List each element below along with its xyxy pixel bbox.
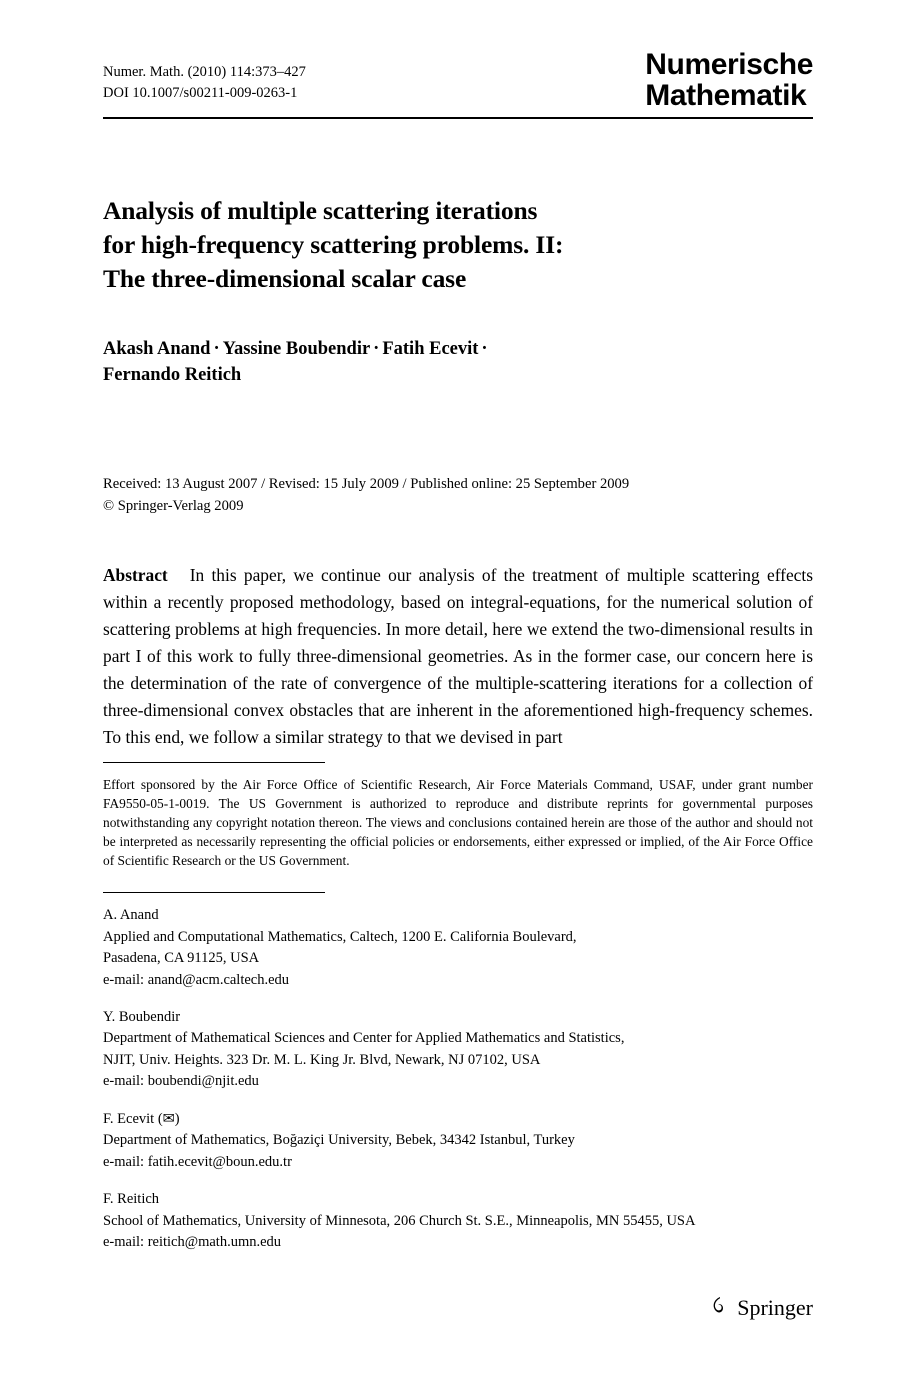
affiliation-line: Applied and Computational Mathematics, Caltech, 1200 E. California Boulevard, (103, 928, 577, 945)
affiliation-email[interactable]: e-mail: anand@acm.caltech.edu (103, 971, 290, 988)
author-list (103, 336, 813, 389)
abstract-section (103, 562, 813, 751)
footnote-block (103, 762, 813, 1270)
journal-logo-line-1: Numerische (645, 48, 813, 81)
affiliation-divider (103, 892, 325, 893)
title-line-1: Analysis of multiple scattering iterations (103, 196, 538, 225)
author-separator: · (481, 338, 488, 359)
citation-line-2: DOI 10.1007/s00211-009-0263-1 (103, 85, 298, 102)
header-divider (103, 117, 813, 119)
affiliation-line: Department of Mathematical Sciences and Center for Applied Mathematics and Statistics, (103, 1030, 625, 1047)
dates-line-1: Received: 13 August 2007 / Revised: 15 July 2009 / Published online: 25 September 2009 (103, 476, 630, 493)
affiliation-line: Department of Mathematics, Boğaziçi University, Bebek, 34342 Istanbul, Turkey (103, 1132, 575, 1149)
author-name: Fatih Ecevit (382, 338, 479, 359)
author-name: Akash Anand (103, 338, 211, 359)
affiliation-block (103, 1189, 813, 1253)
affiliation-name-corresponding: F. Ecevit (✉) (103, 1110, 180, 1127)
affiliation-name: F. Reitich (103, 1191, 160, 1208)
affiliation-block (103, 905, 813, 991)
funding-footnote: Effort sponsored by the Air Force Office of Scientific Research, Air Force Materials Command, USAF, under grant number FA9550-05-1-0019. The US Government is authorized to reproduce and distribute reprints for governmental purposes notwithstanding any copyright notation thereon. The views and conclusions contained herein are those of the author and should not be interpreted as necessarily representing the official policies or endorsements, either expressed or implied, of the Air Force Office of Scientific Research or the US Government. (103, 777, 813, 869)
affiliation-line: NJIT, Univ. Heights. 323 Dr. M. L. King Jr. Blvd, Newark, NJ 07102, USA (103, 1051, 541, 1068)
publisher-logo (710, 1295, 813, 1321)
page-title (103, 194, 813, 296)
affiliation-email[interactable]: e-mail: boubendi@njit.edu (103, 1073, 259, 1090)
publisher-name: Springer (737, 1295, 813, 1320)
author-separator: · (213, 338, 220, 359)
affiliation-block (103, 1007, 813, 1093)
journal-logo-line-2: Mathematik (645, 78, 807, 112)
publication-dates (103, 474, 813, 518)
affiliation-name: Y. Boubendir (103, 1008, 181, 1025)
journal-citation (103, 62, 306, 104)
affiliation-block (103, 1109, 813, 1173)
affiliation-line: School of Mathematics, University of Minnesota, 206 Church St. S.E., Minneapolis, MN 55455, USA (103, 1212, 696, 1229)
affiliation-email[interactable]: e-mail: reitich@math.umn.edu (103, 1234, 282, 1251)
dates-line-2: © Springer-Verlag 2009 (103, 498, 244, 515)
springer-knot-icon (710, 1296, 730, 1320)
author-name: Yassine Boubendir (222, 338, 371, 359)
affiliation-email[interactable]: e-mail: fatih.ecevit@boun.edu.tr (103, 1153, 292, 1170)
page-header (103, 48, 813, 116)
page-content (103, 0, 813, 751)
author-line-1 (103, 336, 813, 362)
author-separator: · (373, 338, 380, 359)
abstract-text: In this paper, we continue our analysis of the treatment of multiple scattering effects within a recently proposed methodology, based on integral-equations, for the numerical solution of scattering problems at high frequencies. In more detail, here we extend the two-dimensional results in part I of this work to fully three-dimensional geometries. As in the former case, our concern here is the determination of the rate of convergence of the multiple-scattering iterations for a collection of three-dimensional convex obstacles that are inherent in the aforementioned high-frequency schemes. To this end, we follow a similar strategy to that we devised in part (103, 565, 813, 748)
footnote-divider (103, 762, 325, 763)
affiliation-line: Pasadena, CA 91125, USA (103, 950, 260, 967)
affiliation-name: A. Anand (103, 907, 159, 924)
citation-line-1: Numer. Math. (2010) 114:373–427 (103, 64, 306, 80)
author-line-2 (103, 362, 813, 388)
author-name: Fernando Reitich (103, 364, 242, 385)
abstract-label: Abstract (103, 565, 168, 586)
title-line-2: for high-frequency scattering problems. II: (103, 229, 564, 259)
journal-logo (645, 50, 813, 111)
title-line-3: The three-dimensional scalar case (103, 263, 467, 293)
